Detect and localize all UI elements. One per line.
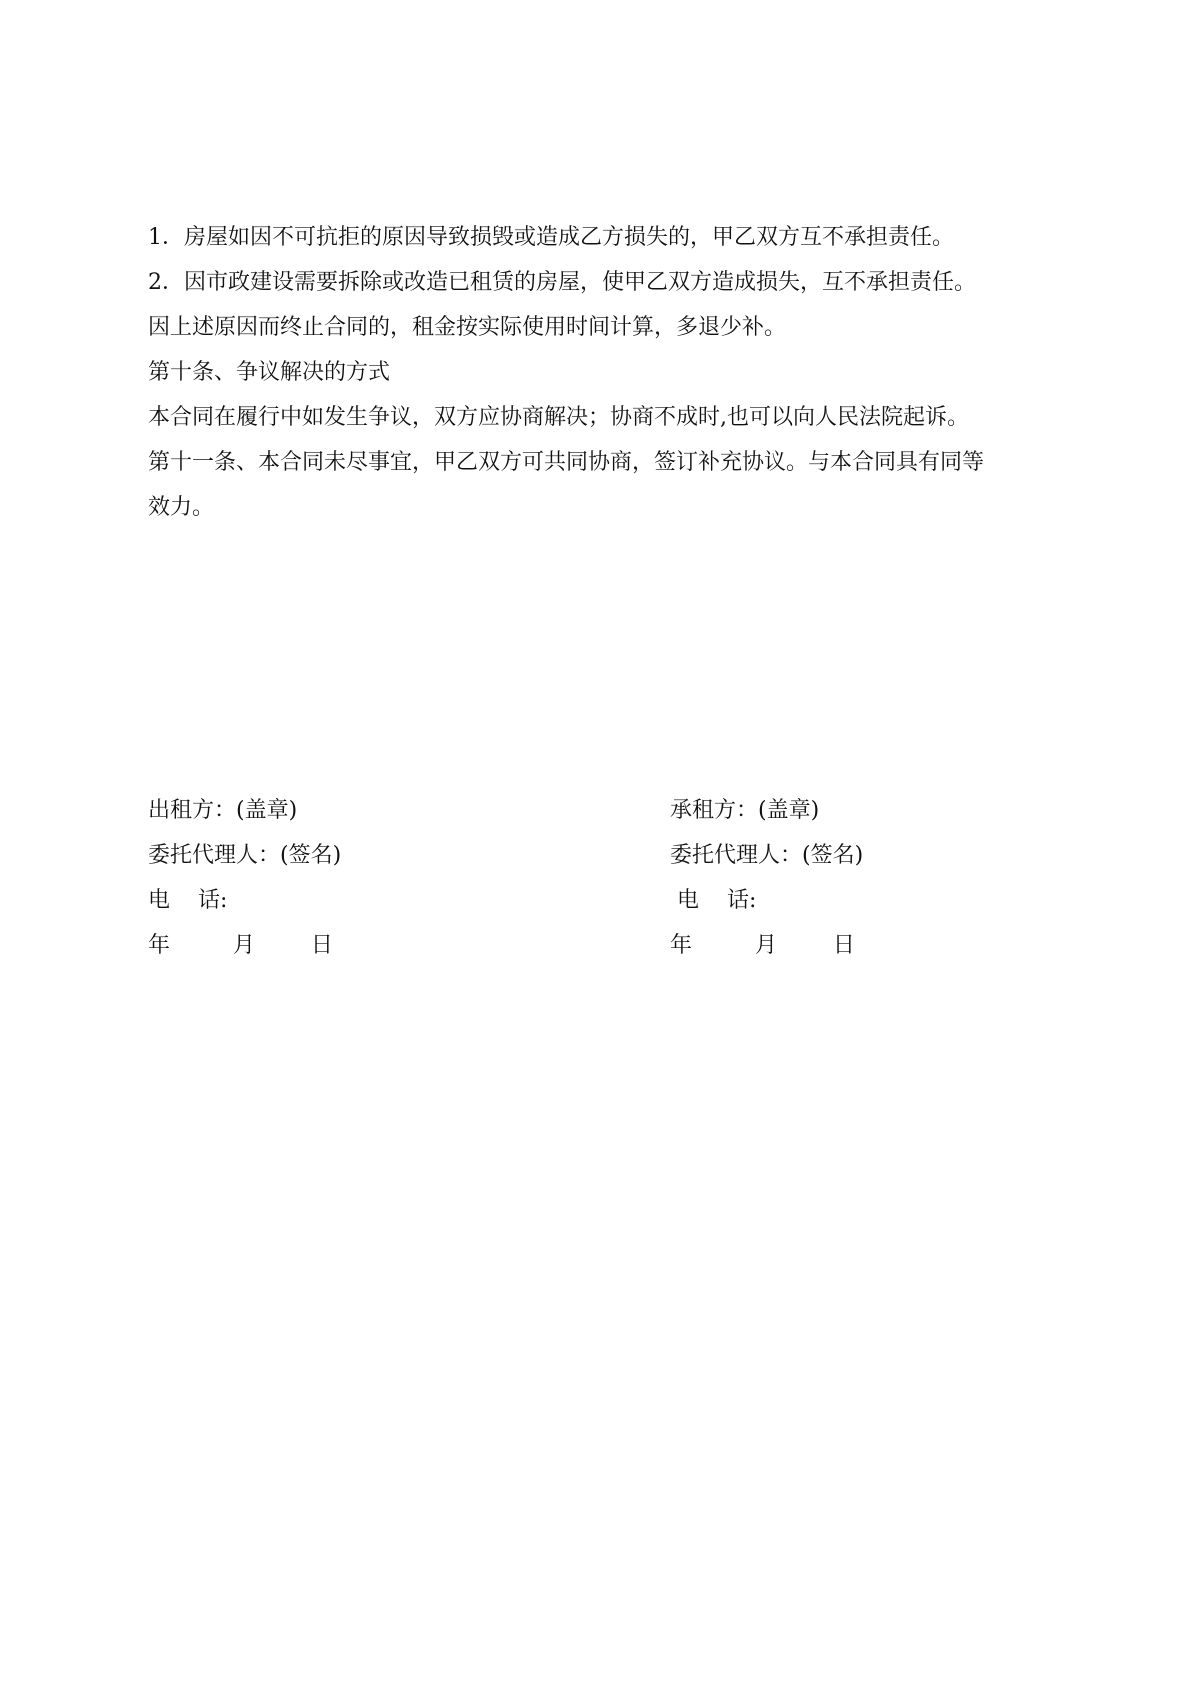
clause-dispute-resolution: 本合同在履行中如发生争议，双方应协商解决；协商不成时,也可以向人民法院起诉。 bbox=[148, 405, 969, 430]
lessor-party-label: 出租方：(盖章) bbox=[148, 798, 298, 823]
clause-force-majeure: 1．房屋如因不可抗拒的原因导致损毁或造成乙方损失的，甲乙双方互不承担责任。 bbox=[148, 225, 954, 250]
contract-clauses bbox=[148, 215, 1068, 530]
lessee-phone-label: 电 话: bbox=[670, 888, 757, 913]
article-eleven: 第十一条、本合同未尽事宜，甲乙双方可共同协商，签订补充协议。与本合同具有同等 bbox=[148, 450, 985, 475]
lessor-phone-label: 电 话: bbox=[148, 888, 228, 913]
lessee-date-label: 年 月 日 bbox=[670, 933, 855, 958]
article-eleven-continued: 效力。 bbox=[148, 495, 215, 520]
lessor-date-label: 年 月 日 bbox=[148, 933, 333, 958]
article-ten-heading: 第十条、争议解决的方式 bbox=[148, 360, 391, 385]
lessee-signature-block bbox=[670, 788, 863, 968]
lessee-agent-label: 委托代理人：(签名) bbox=[670, 843, 864, 868]
clause-rent-settlement: 因上述原因而终止合同的，租金按实际使用时间计算，多退少补。 bbox=[148, 315, 787, 340]
lessee-party-label: 承租方：(盖章) bbox=[670, 798, 820, 823]
clause-municipal-demolition: 2．因市政建设需要拆除或改造已租赁的房屋，使甲乙双方造成损失，互不承担责任。 bbox=[148, 270, 976, 295]
lessor-signature-block bbox=[148, 788, 341, 968]
lessor-agent-label: 委托代理人：(签名) bbox=[148, 843, 342, 868]
